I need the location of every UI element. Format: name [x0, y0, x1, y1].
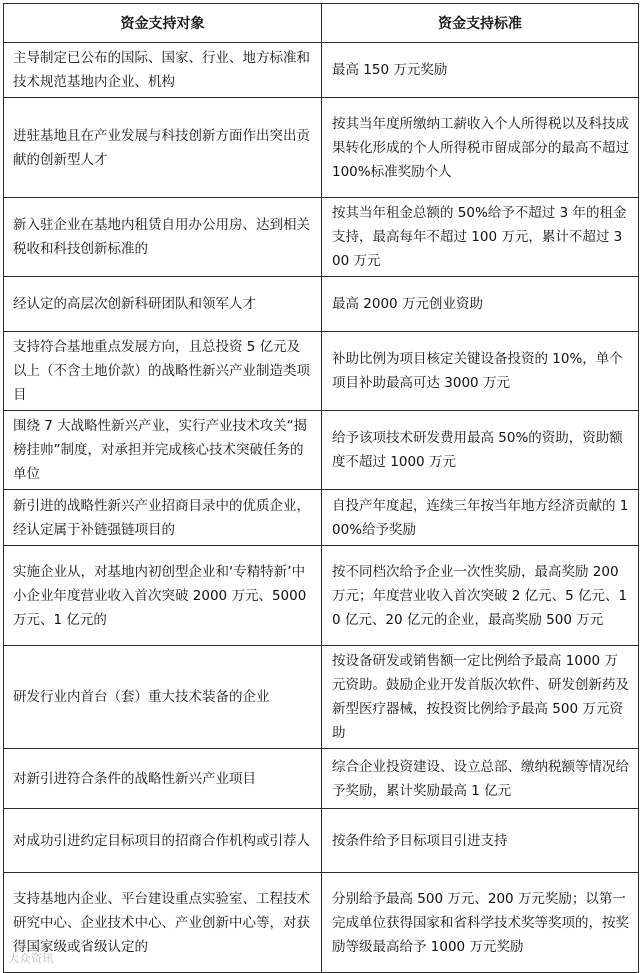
cell-standard: 补助比例为项目核定关键设备投资的 10%，单个项目补助最高可达 3000 万元 [322, 332, 639, 411]
cell-target: 支持基地内企业、平台建设重点实验室、工程技术研究中心、企业技术中心、产业创新中心等，对获得国家级或省级认定的 [4, 873, 322, 973]
table-row [4, 749, 639, 809]
cell-standard: 按设备研发或销售额一定比例给予最高 1000 万元资助。鼓励企业开发首版次软件、研发创新药及新型医疗器械，按投资比例给予最高 500 万元资助 [322, 646, 639, 749]
funding-support-table [3, 3, 639, 973]
table-header-row [4, 4, 639, 43]
table-row [4, 198, 639, 277]
header-support-standard: 资金支持标准 [322, 4, 639, 43]
table-row [4, 411, 639, 490]
cell-target: 支持符合基地重点发展方向，且总投资 5 亿元及以上（不含土地价款）的战略性新兴产业制造类项目 [4, 332, 322, 411]
table-row [4, 490, 639, 546]
cell-standard: 按条件给予目标项目引进支持 [322, 809, 639, 873]
cell-standard: 按其当年租金总额的 50%给予不超过 3 年的租金支持，最高每年不超过 100 万元，累计不超过 300 万元 [322, 198, 639, 277]
cell-target: 围绕 7 大战略性新兴产业，实行产业技术攻关“揭榜挂帅”制度，对承担并完成核心技术突破任务的单位 [4, 411, 322, 490]
table-row [4, 873, 639, 973]
table-row [4, 43, 639, 98]
cell-target: 实施企业从，对基地内初创型企业和‘专精特新’中小企业年度营业收入首次突破 2000 万元、5000 万元、1 亿元的 [4, 546, 322, 646]
table-row [4, 332, 639, 411]
cell-target: 研发行业内首台（套）重大技术装备的企业 [4, 646, 322, 749]
cell-standard: 分别给予最高 500 万元、200 万元奖励；以第一完成单位获得国家和省科学技术奖等奖项的，按奖励等级最高给予 1000 万元奖励 [322, 873, 639, 973]
cell-standard: 最高 2000 万元创业资助 [322, 277, 639, 332]
table-row [4, 98, 639, 198]
cell-standard: 按其当年度所缴纳工薪收入个人所得税以及科技成果转化形成的个人所得税市留成部分的最高不超过 100%标准奖励个人 [322, 98, 639, 198]
cell-standard: 最高 150 万元奖励 [322, 43, 639, 98]
cell-standard: 自投产年度起，连续三年按当年地方经济贡献的 100%给予奖励 [322, 490, 639, 546]
header-support-target: 资金支持对象 [4, 4, 322, 43]
watermark: 大众资讯 [8, 952, 54, 965]
cell-target: 经认定的高层次创新科研团队和领军人才 [4, 277, 322, 332]
cell-standard: 综合企业投资建设、设立总部、缴纳税额等情况给予奖励，累计奖励最高 1 亿元 [322, 749, 639, 809]
table-row [4, 546, 639, 646]
table-row [4, 277, 639, 332]
table-row [4, 809, 639, 873]
cell-standard: 按不同档次给予企业一次性奖励，最高奖励 200 万元；年度营业收入首次突破 2 亿元、5 亿元、10 亿元、20 亿元的企业，最高奖励 500 万元 [322, 546, 639, 646]
cell-target: 主导制定已公布的国际、国家、行业、地方标准和技术规范基地内企业、机构 [4, 43, 322, 98]
cell-target: 对成功引进约定目标项目的招商合作机构或引荐人 [4, 809, 322, 873]
cell-target: 新引进的战略性新兴产业招商目录中的优质企业，经认定属于补链强链项目的 [4, 490, 322, 546]
cell-standard: 给予该项技术研发费用最高 50%的资助，资助额度不超过 1000 万元 [322, 411, 639, 490]
cell-target: 对新引进符合条件的战略性新兴产业项目 [4, 749, 322, 809]
cell-target: 新入驻企业在基地内租赁自用办公用房、达到相关税收和科技创新标准的 [4, 198, 322, 277]
table-row [4, 646, 639, 749]
cell-target: 进驻基地且在产业发展与科技创新方面作出突出贡献的创新型人才 [4, 98, 322, 198]
